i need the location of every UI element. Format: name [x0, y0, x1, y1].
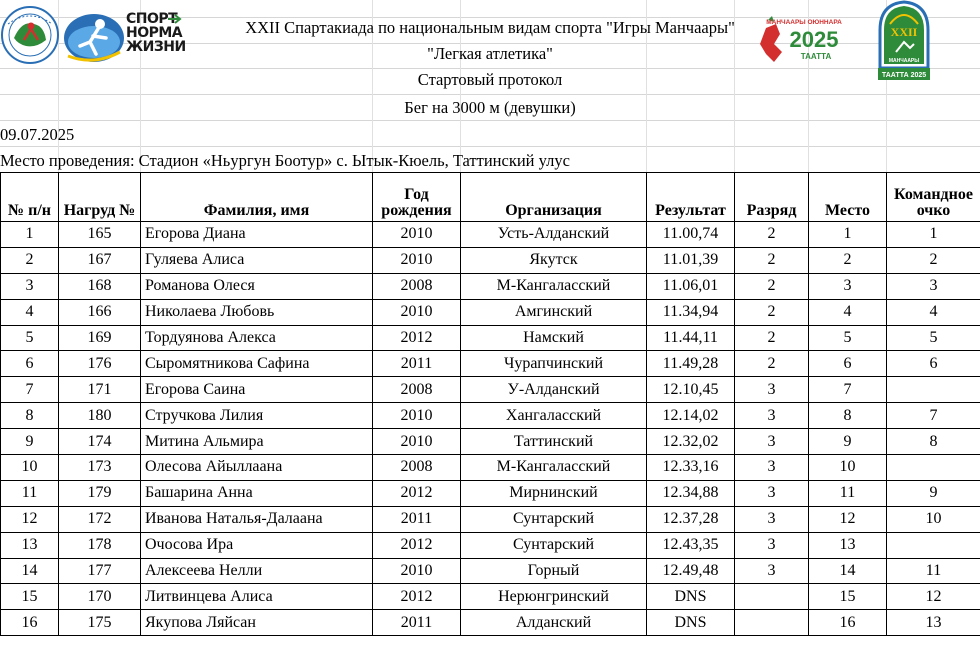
bib-number: 172 [59, 506, 141, 532]
team-points: 10 [887, 506, 980, 532]
birth-year: 2010 [373, 222, 461, 248]
organization: М-Кангаласский [461, 273, 647, 299]
result: 11.06,01 [647, 273, 735, 299]
rank-category: 2 [735, 247, 809, 273]
column-header: Командное очко [887, 173, 980, 222]
team-points: 13 [887, 610, 980, 636]
result: 11.49,28 [647, 351, 735, 377]
rank-category: 2 [735, 299, 809, 325]
column-header: Место [809, 173, 887, 222]
gridline [0, 120, 980, 121]
result: 12.37,28 [647, 506, 735, 532]
table-row [1, 506, 980, 532]
bib-number: 167 [59, 247, 141, 273]
organization: Нерюнгринский [461, 584, 647, 610]
result: 12.49,48 [647, 558, 735, 584]
place: 10 [809, 455, 887, 481]
bib-number: 176 [59, 351, 141, 377]
results-table [0, 172, 980, 636]
bib-number: 166 [59, 299, 141, 325]
row-number: 15 [1, 584, 59, 610]
result: 11.01,39 [647, 247, 735, 273]
team-points: 1 [887, 222, 980, 248]
result: 12.14,02 [647, 403, 735, 429]
place: 6 [809, 351, 887, 377]
organization: Хангаласский [461, 403, 647, 429]
row-number: 4 [1, 299, 59, 325]
row-number: 14 [1, 558, 59, 584]
bib-number: 175 [59, 610, 141, 636]
team-points: 3 [887, 273, 980, 299]
place: 12 [809, 506, 887, 532]
place: 15 [809, 584, 887, 610]
gridline [0, 68, 980, 69]
result: 11.34,94 [647, 299, 735, 325]
bib-number: 174 [59, 429, 141, 455]
rank-category [735, 584, 809, 610]
organization: У-Алданский [461, 377, 647, 403]
team-points: 4 [887, 299, 980, 325]
organization: Усть-Алданский [461, 222, 647, 248]
place: 8 [809, 403, 887, 429]
emblem-text: МАНЧААРЫ [888, 58, 920, 64]
team-points: 7 [887, 403, 980, 429]
table-row [1, 429, 980, 455]
organization: Сунтарский [461, 532, 647, 558]
row-number: 8 [1, 403, 59, 429]
place: 13 [809, 532, 887, 558]
games-emblem-logo [876, 0, 932, 82]
birth-year: 2012 [373, 480, 461, 506]
row-number: 13 [1, 532, 59, 558]
birth-year: 2012 [373, 532, 461, 558]
table-row [1, 403, 980, 429]
result: 12.10,45 [647, 377, 735, 403]
result: 12.34,88 [647, 480, 735, 506]
team-points: 9 [887, 480, 980, 506]
athlete-name: Гуляева Алиса [141, 247, 373, 273]
organization: Горный [461, 558, 647, 584]
event-venue: Место проведения: Стадион «Ньургун Боотур» с. Ытык-Кюель, Таттинский улус [0, 151, 570, 170]
athlete-name: Башарина Анна [141, 480, 373, 506]
athlete-name: Очосова Ира [141, 532, 373, 558]
birth-year: 2010 [373, 403, 461, 429]
row-number: 6 [1, 351, 59, 377]
athlete-name: Тордуянова Алекса [141, 325, 373, 351]
result: 11.44,11 [647, 325, 735, 351]
row-number: 1 [1, 222, 59, 248]
result: 12.43,35 [647, 532, 735, 558]
arrow-icon [168, 14, 184, 24]
table-row [1, 247, 980, 273]
team-points: 2 [887, 247, 980, 273]
team-points: 8 [887, 429, 980, 455]
place: 2 [809, 247, 887, 273]
results-body [1, 222, 980, 636]
result: 11.00,74 [647, 222, 735, 248]
birth-year: 2010 [373, 429, 461, 455]
column-header: Результат [647, 173, 735, 222]
column-header: Нагруд № [59, 173, 141, 222]
birth-year: 2010 [373, 299, 461, 325]
column-header: Год рождения [373, 173, 461, 222]
column-header: Разряд [735, 173, 809, 222]
table-row [1, 299, 980, 325]
team-points: 5 [887, 325, 980, 351]
emblem-bottom: ТААТТА 2025 [881, 72, 927, 79]
bib-number: 171 [59, 377, 141, 403]
rank-category: 3 [735, 429, 809, 455]
birth-year: 2010 [373, 247, 461, 273]
logo-text-line: СПОРТ [126, 11, 178, 27]
place: 14 [809, 558, 887, 584]
athlete-name: Николаева Любовь [141, 299, 373, 325]
team-points: 11 [887, 558, 980, 584]
result: DNS [647, 584, 735, 610]
place: 5 [809, 325, 887, 351]
row-number: 9 [1, 429, 59, 455]
rank-category: 3 [735, 558, 809, 584]
birth-year: 2010 [373, 558, 461, 584]
logo-text-line: НОРМА [126, 25, 183, 41]
organization: Мирнинский [461, 480, 647, 506]
table-row [1, 610, 980, 636]
row-number: 7 [1, 377, 59, 403]
athlete-name: Егорова Саина [141, 377, 373, 403]
organization: Якутск [461, 247, 647, 273]
bib-number: 173 [59, 455, 141, 481]
athlete-name: Романова Олеся [141, 273, 373, 299]
row-number: 12 [1, 506, 59, 532]
team-points: 12 [887, 584, 980, 610]
table-row [1, 480, 980, 506]
bib-number: 170 [59, 584, 141, 610]
athlete-name: Литвинцева Алиса [141, 584, 373, 610]
table-row [1, 455, 980, 481]
bib-number: 169 [59, 325, 141, 351]
birth-year: 2012 [373, 325, 461, 351]
rank-category: 3 [735, 532, 809, 558]
place: 11 [809, 480, 887, 506]
table-row [1, 377, 980, 403]
table-row [1, 222, 980, 248]
organization: Алданский [461, 610, 647, 636]
bib-number: 178 [59, 532, 141, 558]
place: 16 [809, 610, 887, 636]
manchaary-place: ТААТТА [800, 52, 832, 61]
place: 3 [809, 273, 887, 299]
result: DNS [647, 610, 735, 636]
row-number: 3 [1, 273, 59, 299]
manchaary-2025-logo [756, 14, 852, 66]
row-number: 16 [1, 610, 59, 636]
table-row [1, 532, 980, 558]
bib-number: 165 [59, 222, 141, 248]
race-title: Бег на 3000 м (девушки) [404, 98, 576, 117]
row-number: 10 [1, 455, 59, 481]
rank-category: 2 [735, 351, 809, 377]
organization: Чурапчинский [461, 351, 647, 377]
rank-category: 2 [735, 325, 809, 351]
protocol-title: Стартовый протокол [417, 70, 563, 89]
athlete-name: Митина Альмира [141, 429, 373, 455]
birth-year: 2011 [373, 506, 461, 532]
place: 1 [809, 222, 887, 248]
athlete-name: Иванова Наталья-Далаана [141, 506, 373, 532]
column-header: Организация [461, 173, 647, 222]
athlete-name: Олесова Айыллаана [141, 455, 373, 481]
team-points [887, 455, 980, 481]
organization: Амгинский [461, 299, 647, 325]
birth-year: 2012 [373, 584, 461, 610]
rank-category: 2 [735, 222, 809, 248]
result: 12.33,16 [647, 455, 735, 481]
event-date: 09.07.2025 [0, 125, 75, 144]
gridline [0, 146, 980, 147]
rank-category: 3 [735, 506, 809, 532]
organization: Сунтарский [461, 506, 647, 532]
table-row [1, 558, 980, 584]
place: 7 [809, 377, 887, 403]
rank-category: 2 [735, 273, 809, 299]
row-number: 5 [1, 325, 59, 351]
bib-number: 180 [59, 403, 141, 429]
gridline [0, 94, 980, 95]
athlete-name: Стручкова Лилия [141, 403, 373, 429]
event-title: XXII Спартакиада по национальным видам спорта "Игры Манчаары" [245, 18, 735, 37]
team-points [887, 377, 980, 403]
athlete-name: Якупова Ляйсан [141, 610, 373, 636]
birth-year: 2008 [373, 273, 461, 299]
place: 4 [809, 299, 887, 325]
table-row [1, 273, 980, 299]
athlete-name: Алексеева Нелли [141, 558, 373, 584]
birth-year: 2011 [373, 351, 461, 377]
table-row [1, 584, 980, 610]
table-row [1, 325, 980, 351]
result: 12.32,02 [647, 429, 735, 455]
column-header: № п/н [1, 173, 59, 222]
athlete-name: Сыромятникова Сафина [141, 351, 373, 377]
row-number: 11 [1, 480, 59, 506]
table-header-row [1, 173, 980, 222]
birth-year: 2011 [373, 610, 461, 636]
bib-number: 168 [59, 273, 141, 299]
organization: Таттинский [461, 429, 647, 455]
emblem-numeral: XXII [890, 25, 918, 39]
discipline-title: "Легкая атлетика" [427, 44, 553, 63]
manchaary-text: МАНЧААРЫ ОЮННАРА [766, 19, 842, 26]
birth-year: 2008 [373, 455, 461, 481]
bib-number: 179 [59, 480, 141, 506]
organization: Намский [461, 325, 647, 351]
team-points [887, 532, 980, 558]
row-number: 2 [1, 247, 59, 273]
athlete-name: Егорова Диана [141, 222, 373, 248]
table-row [1, 351, 980, 377]
federation-emblem-logo [0, 4, 60, 66]
rank-category: 3 [735, 377, 809, 403]
bib-number: 177 [59, 558, 141, 584]
column-header: Фамилия, имя [141, 173, 373, 222]
rank-category: 3 [735, 403, 809, 429]
organization: М-Кангаласский [461, 455, 647, 481]
team-points: 6 [887, 351, 980, 377]
runner-logo [62, 12, 126, 64]
manchaary-year: 2025 [789, 27, 839, 52]
rank-category [735, 610, 809, 636]
rank-category: 3 [735, 480, 809, 506]
place: 9 [809, 429, 887, 455]
rank-category: 3 [735, 455, 809, 481]
logo-text-line: ЖИЗНИ [126, 39, 186, 55]
birth-year: 2008 [373, 377, 461, 403]
